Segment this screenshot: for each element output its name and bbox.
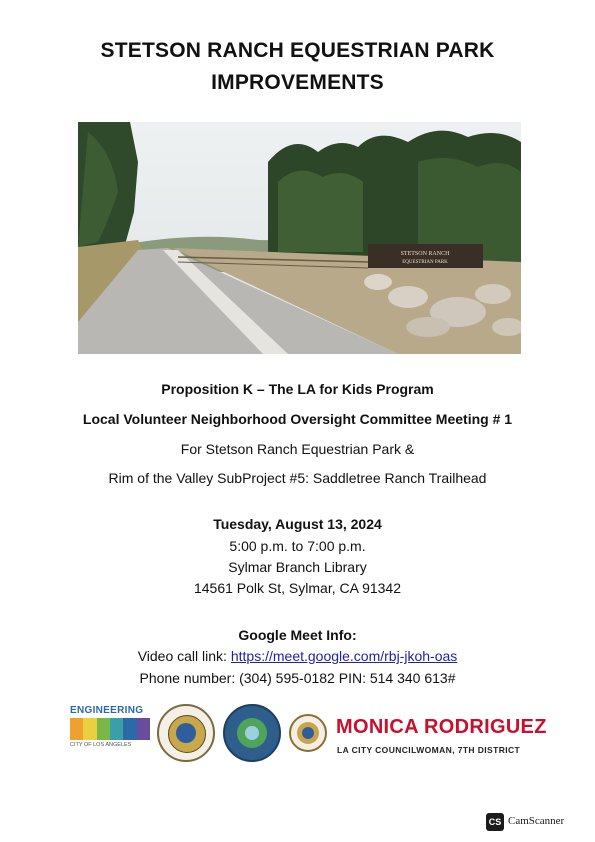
engineering-logo-text: ENGINEERING [70, 705, 144, 716]
meeting-location: Sylmar Branch Library [228, 559, 367, 575]
program-title: Proposition K – The LA for Kids Program [161, 381, 434, 397]
phone-number-line: Phone number: (304) 595-0182 PIN: 514 340 613# [139, 670, 456, 686]
engineering-logo-bars [70, 718, 150, 740]
camscanner-label: CamScanner [508, 815, 565, 827]
city-seal-icon [157, 704, 215, 762]
councilwoman-name: MONICA RODRIGUEZ [336, 716, 547, 738]
meeting-address: 14561 Polk St, Sylmar, CA 91342 [193, 580, 401, 596]
engineering-logo [70, 705, 150, 755]
meeting-date: Tuesday, August 13, 2024 [213, 516, 382, 532]
engineering-logo-sub: CITY OF LOS ANGELES [70, 742, 132, 748]
committee-meeting-title: Local Volunteer Neighborhood Oversight Committee Meeting # 1 [82, 411, 513, 427]
google-meet-heading: Google Meet Info: [238, 627, 357, 643]
park-photo [78, 122, 521, 354]
video-call-line [0, 648, 595, 664]
page-title-line2: IMPROVEMENTS [211, 71, 384, 94]
sign-text-line2: EQUESTRIAN PARK [402, 260, 448, 265]
camscanner-logo-icon: CS [486, 813, 504, 831]
project-line-2: Rim of the Valley SubProject #5: Saddletree Ranch Trailhead [108, 470, 487, 486]
councilwoman-title: LA CITY COUNCILWOMAN, 7TH DISTRICT [337, 745, 521, 755]
video-call-label: Video call link: [137, 648, 231, 664]
county-seal-icon [289, 714, 327, 752]
project-line-1: For Stetson Ranch Equestrian Park & [180, 441, 415, 457]
page-title-line1: STETSON RANCH EQUESTRIAN PARK [100, 39, 495, 62]
sign-text-line1: STETSON RANCH [400, 251, 450, 257]
meeting-time: 5:00 p.m. to 7:00 p.m. [229, 538, 366, 554]
watershed-seal-icon [223, 704, 281, 762]
video-call-link[interactable]: https://meet.google.com/rbj-jkoh-oas [230, 648, 458, 664]
